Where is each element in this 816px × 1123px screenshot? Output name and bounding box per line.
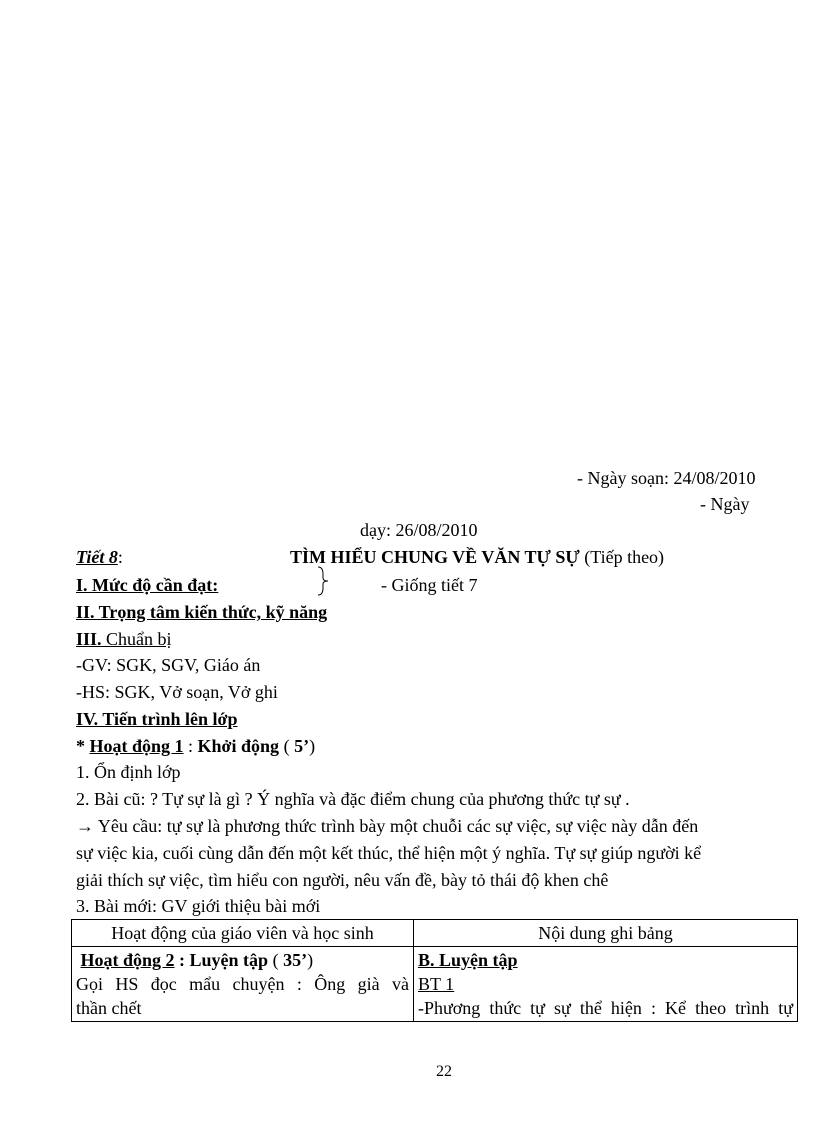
date-taught-value: dạy: 26/08/2010 (360, 520, 478, 540)
answer-text-1: Yêu cầu: tự sự là phương thức trình bày một chuỗi các sự việc, sự việc này dẫn đến (94, 816, 699, 836)
activity-1-label: Hoạt động 1 (89, 736, 184, 756)
activity-2-heading (76, 948, 409, 972)
activity-1-colon: : (183, 736, 198, 756)
cell-board-content (414, 947, 798, 1022)
activity-1-answer-line-1 (76, 815, 698, 837)
brace-icon (316, 566, 330, 596)
date-prepared: - Ngày soạn: 24/08/2010 (577, 468, 756, 488)
lesson-title-suffix: (Tiếp theo) (579, 547, 665, 567)
activity-table (71, 919, 798, 1022)
activity-2-colon: : (174, 950, 190, 970)
activity-2-line-2: thần chết (76, 998, 142, 1018)
activity-1-answer-line-2: sự việc kia, cuối cùng dẫn đến một kết thúc, thể hiện một ý nghĩa. Tự sự giúp người kể (76, 843, 702, 863)
prep-student: -HS: SGK, Vở soạn, Vở ghi (76, 682, 278, 702)
activity-2-name: Luyện tập (189, 950, 269, 970)
header-teacher-student-activities: Hoạt động của giáo viên và học sinh (72, 920, 414, 947)
lesson-title: TÌM HIỂU CHUNG VỀ VĂN TỰ SỰ (290, 547, 580, 567)
activity-2-label: Hoạt động 2 (80, 950, 175, 970)
activity-2-time: 35’ (283, 950, 308, 970)
lesson-number-row (76, 546, 123, 568)
activity-2-time-close: ) (307, 950, 314, 970)
section-3-roman: III. (76, 629, 102, 649)
date-taught-prefix: - Ngày (700, 494, 750, 514)
activity-1-time: 5’ (294, 736, 310, 756)
exercise-line-1: -Phương thức tự sự thể hiện : Kể theo trình tự (418, 998, 793, 1018)
activity-2-line-1: Gọi HS đọc mẩu chuyện : Ông già và (76, 974, 409, 994)
section-1-note: - Giống tiết 7 (381, 575, 478, 595)
practice-heading: B. Luyện tập (418, 950, 518, 970)
section-1-heading: I. Mức độ cần đạt: (76, 575, 219, 595)
exercise-label: BT 1 (418, 974, 455, 994)
activity-2-time-open: ( (268, 950, 284, 970)
activity-1-item-2: 2. Bài cũ: ? Tự sự là gì ? Ý nghĩa và đặc điểm chung của phương thức tự sự . (76, 789, 630, 809)
lesson-number: Tiết 8 (76, 547, 118, 567)
activity-1-item-3: 3. Bài mới: GV giới thiệu bài mới (76, 896, 321, 916)
activity-1-name: Khởi động (197, 736, 280, 756)
section-3-text: Chuẩn bị (101, 629, 172, 649)
page-number: 22 (436, 1063, 452, 1080)
activity-1-item-1: 1. Ổn định lớp (76, 762, 181, 782)
section-2-heading: II. Trọng tâm kiến thức, kỹ năng (76, 602, 328, 622)
activity-1-answer-line-3: giải thích sự việc, tìm hiểu con người, nêu vấn đề, bày tỏ thái độ khen chê (76, 870, 609, 890)
activity-1-star: * (76, 736, 90, 756)
section-3-heading (76, 628, 172, 650)
cell-activities (72, 947, 414, 1022)
activity-1-heading (76, 735, 315, 757)
table-row (72, 947, 798, 1022)
activity-1-time-open: ( (279, 736, 295, 756)
table-header-row (72, 920, 798, 947)
arrow-right-icon: → (76, 816, 94, 836)
activity-1-time-close: ) (309, 736, 316, 756)
prep-teacher: -GV: SGK, SGV, Giáo án (76, 655, 261, 675)
lesson-title-row (290, 546, 664, 568)
section-4-heading: IV. Tiến trình lên lớp (76, 709, 238, 729)
header-board-content: Nội dung ghi bảng (414, 920, 798, 947)
lesson-number-suffix: : (117, 547, 123, 567)
